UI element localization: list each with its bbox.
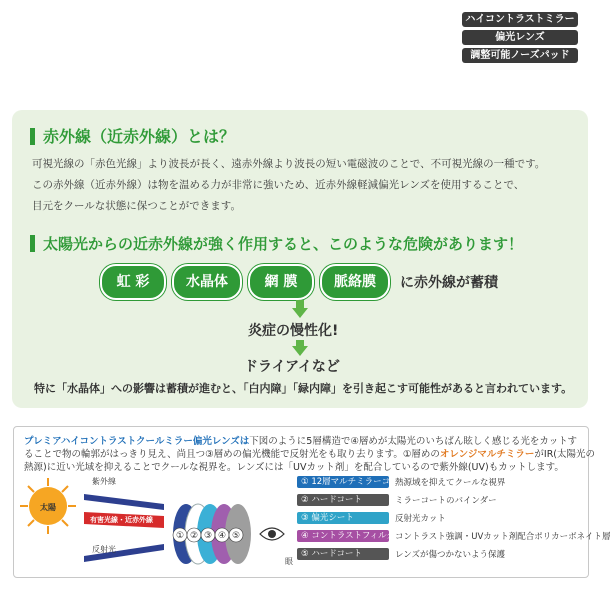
- feature-tags: [462, 12, 578, 66]
- layer-legend-row: [297, 529, 610, 543]
- eye-part-badge: 網 膜: [248, 264, 314, 300]
- eye-part-badge: 虹 彩: [100, 264, 166, 300]
- layer-number: ③: [204, 531, 213, 541]
- result-text: ドライアイなど: [244, 359, 340, 375]
- eye-parts-suffix: に赤外線が蓄積: [400, 275, 498, 291]
- eye-part-badge: 水晶体: [172, 264, 242, 300]
- section-heading: 赤外線（近赤外線）とは？: [30, 124, 235, 147]
- eye-label: 眼: [285, 557, 293, 566]
- layer-tag: ② ハードコート: [297, 494, 389, 506]
- layer-desc: 熱源域を抑えてクールな視界: [395, 478, 506, 488]
- layer-legend-row: [297, 511, 446, 525]
- layer-legend-row: [297, 493, 497, 507]
- layer-desc: レンズが傷つかないよう保護: [395, 550, 506, 560]
- lens-description: 熱源)に近い光域を抑えることでクールな視界を。レンズには「UVカット剤」を配合しているので紫外線(UV)もカットします。: [24, 462, 564, 473]
- body-text: 目元をクールな状態に保つことができます。: [32, 200, 241, 212]
- layer-number: ①: [176, 531, 185, 541]
- layer-tag: ④ コントラストフィルター: [297, 530, 389, 542]
- layer-number: ②: [190, 531, 199, 541]
- down-arrow-icon: [292, 308, 308, 318]
- eye-part-badge: 脈絡膜: [320, 264, 390, 300]
- lens-description: ることで物の輪郭がはっきり見え、尚且つ③層めの偏光機能で反射光をも取り去ります。①層めのオレンジマルチミラーがIR(太陽光の: [24, 449, 595, 460]
- ray-label: 紫外線: [92, 477, 116, 486]
- layer-tag: ③ 偏光シート: [297, 512, 389, 524]
- heading-bar: [30, 235, 35, 252]
- feature-tag: 調整可能ノーズパッド: [462, 48, 578, 63]
- layer-tag: ① 12層マルチミラーコート: [297, 476, 389, 488]
- body-text: この赤外線（近赤外線）は物を温める力が非常に強いため、近赤外線軽減偏光レンズを使用することで、: [32, 179, 525, 191]
- lens-description: プレミアハイコントラストクールミラー偏光レンズは下図のように5層構造で④層めが太陽光のいちばん眩しく感じる光をカットす: [24, 436, 577, 447]
- feature-tag: 偏光レンズ: [462, 30, 578, 45]
- feature-tag: ハイコントラストミラー: [462, 12, 578, 27]
- body-text: 可視光線の「赤色光線」より波長が長く、遠赤外線より波長の短い電磁波のことで、不可視光線の一種です。: [32, 158, 546, 170]
- eye-icon: [260, 528, 284, 540]
- ray-label: 反射光: [92, 545, 116, 554]
- layer-legend-row: [297, 475, 505, 489]
- layer-desc: ミラーコートのバインダー: [395, 496, 497, 506]
- layer-desc: コントラスト強調・UVカット剤配合ポリカーボネイト層: [395, 532, 610, 542]
- layer-number: ⑤: [232, 531, 241, 541]
- eye-parts-row: [100, 264, 498, 300]
- section-heading: 太陽光からの近赤外線が強く作用すると、このような危険があります！: [30, 233, 523, 254]
- down-arrow-icon: [292, 346, 308, 356]
- warning-note: 特に「水晶体」への影響は蓄積が進むと、「白内障」「緑内障」を引き起こす可能性があると言われています。: [34, 382, 573, 395]
- layer-number: ④: [218, 531, 227, 541]
- sun-label: 太陽: [40, 503, 56, 512]
- down-arrow-stem: [296, 300, 304, 308]
- heading-bar: [30, 128, 35, 145]
- infrared-info-panel: [12, 110, 588, 408]
- result-text: 炎症の慢性化!: [248, 323, 339, 339]
- layer-legend-row: [297, 547, 505, 561]
- ray-label: 有害光線・近赤外線: [90, 516, 153, 524]
- lens-structure-box: [13, 426, 610, 578]
- layer-tag: ⑤ ハードコート: [297, 548, 389, 560]
- layer-desc: 反射光カット: [395, 514, 446, 524]
- lens-layer-diagram: [14, 472, 294, 574]
